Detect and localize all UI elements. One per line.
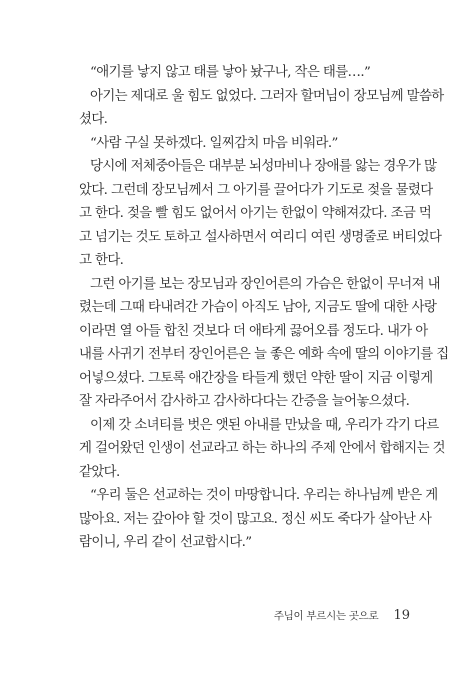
body-text [79,61,449,555]
text-line: 람이니, 우리 같이 선교합시다.” [79,535,252,550]
text-line: 같았다. [79,464,120,480]
page-footer [274,604,410,624]
text-line: 게 걸어왔던 인생이 선교라고 하는 하나의 주제 안에서 합해지는 것 [79,441,445,456]
text-line: 아기는 제대로 울 힘도 없었다. 그러자 할머님이 장모님께 말씀하 [90,88,444,104]
text-line: 고 한다. [79,253,124,268]
text-line: 이제 갓 소녀티를 벗은 앳된 아내를 만났을 때, 우리가 각기 다르 [90,417,439,433]
text-line: 그런 아기를 보는 장모님과 장인어른의 가슴은 한없이 무너져 내 [90,276,440,292]
text-line: 이라면 열 아들 합친 것보다 더 애타게 끓어오릅 정도다. 내가 아 [79,323,428,339]
text-line: 어넣으셨다. 그토록 애간장을 타들게 했던 약한 딸이 지금 이렇게 [79,370,433,386]
text-line: 내를 사귀기 전부터 장인어른은 늘 좋은 예화 속에 딸의 이야기를 집 [79,347,449,362]
text-line: “사람 구실 못하겠다. 일찌감치 마음 비워라.” [90,135,338,151]
text-line: 렸는데 그때 타내려간 가슴이 아직도 남아, 지금도 딸에 대한 사랑 [79,300,437,315]
text-line: 당시에 저체중아들은 대부분 뇌성마비나 장애를 앓는 경우가 많 [90,159,437,174]
text-line: 잘 자라주어서 감사하고 감사하다다는 간증을 늘어놓으셨다. [79,394,410,409]
text-line: 고 넘기는 것도 토하고 설사하면서 여리디 여린 생명줄로 버티었다 [79,229,442,245]
text-line: 셨다. [79,112,108,127]
running-head: 주님이 부르시는 곳으로 [273,610,379,622]
text-line: “우리 둘은 선교하는 것이 마땅합니다. 우리는 하나님께 받은 게 [90,488,438,503]
text-line: 고 한다. 젖을 빨 힘도 없어서 아기는 한없이 약해져갔다. 조금 먹 [79,206,432,221]
text-line: “애기를 낳지 않고 태를 낳아 놨구나, 작은 태를….” [90,65,371,80]
page-number: 19 [393,608,410,623]
text-line: 았다. 그런데 장모님께서 그 아기를 끌어다가 기도로 젖을 물렸다 [79,182,433,198]
text-line: 많아요. 저는 갚아야 할 것이 많고요. 정신 씨도 죽다가 살아난 사 [79,511,432,527]
